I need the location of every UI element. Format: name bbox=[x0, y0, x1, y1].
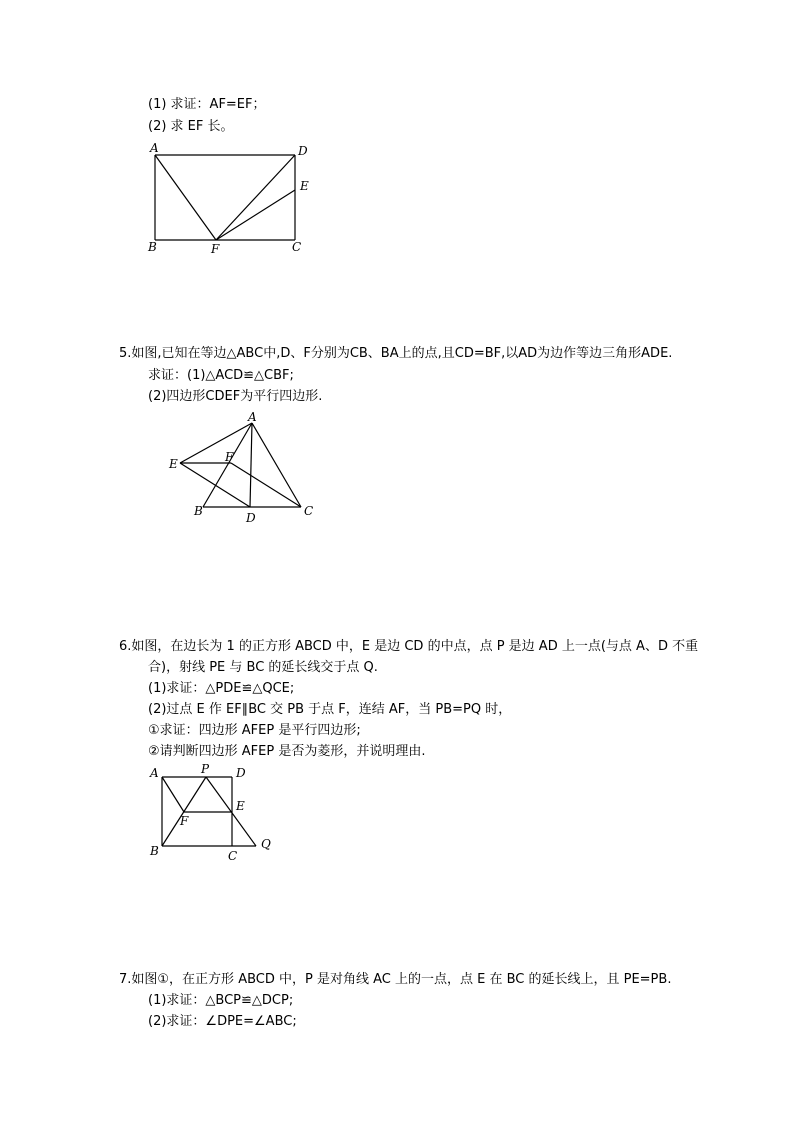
p6-stem-line1: 6.如图，在边长为 1 的正方形 ABCD 中，E 是边 CD 的中点，点 P 是边 AD 上一点(与点 A、D 不重 bbox=[119, 639, 699, 654]
p4-part2: (2) 求 EF 长。 bbox=[148, 119, 234, 134]
p4-part1: (1) 求证：AF=EF； bbox=[148, 97, 266, 112]
p6-label-P: P bbox=[201, 762, 210, 776]
p6-label-D: D bbox=[236, 766, 246, 780]
p4-label-B: B bbox=[148, 240, 157, 254]
p6-label-B: B bbox=[150, 844, 159, 858]
p6-part2-ii: ②请判断四边形 AFEP 是否为菱形，并说明理由. bbox=[148, 744, 426, 759]
p4-label-A: A bbox=[150, 141, 159, 155]
p4-label-C: C bbox=[292, 240, 302, 254]
p6-seg-AF bbox=[162, 777, 184, 812]
p6-part1: (1)求证：△PDE≌△QCE; bbox=[148, 681, 295, 696]
p6-part2: (2)过点 E 作 EF∥BC 交 PB 于点 F，连结 AF，当 PB=PQ 时， bbox=[148, 702, 512, 717]
p6-label-F: F bbox=[180, 814, 189, 828]
p4-label-D: D bbox=[298, 144, 308, 158]
p5-label-F: F bbox=[225, 450, 234, 464]
p7-part1: (1)求证：△BCP≌△DCP; bbox=[148, 993, 294, 1008]
p4-label-F: F bbox=[211, 242, 220, 256]
p6-part2-i: ①求证：四边形 AFEP 是平行四边形; bbox=[148, 723, 361, 738]
p5-stem: 5.如图,已知在等边△ABC中,D、F分别为CB、BA上的点,且CD=BF,以AD为边作等边三角形ADE. bbox=[119, 346, 673, 361]
p5-label-A: A bbox=[248, 410, 257, 424]
p6-label-C: C bbox=[228, 849, 238, 863]
p5-part1: 求证：(1)△ACD≌△CBF; bbox=[148, 368, 294, 383]
p5-label-B: B bbox=[194, 504, 203, 518]
p5-part2: (2)四边形CDEF为平行四边形. bbox=[148, 389, 323, 404]
p7-stem: 7.如图①，在正方形 ABCD 中，P 是对角线 AC 上的一点，点 E 在 BC 的延长线上，且 PE=PB. bbox=[119, 972, 672, 987]
p6-label-E: E bbox=[236, 799, 245, 813]
p5-label-D: D bbox=[246, 511, 256, 525]
p5-label-C: C bbox=[304, 504, 314, 518]
p6-label-Q: Q bbox=[261, 837, 271, 851]
p6-label-A: A bbox=[150, 766, 159, 780]
p6-stem-line2: 合)，射线 PE 与 BC 的延长线交于点 Q. bbox=[148, 660, 378, 675]
p7-part2: (2)求证：∠DPE=∠ABC; bbox=[148, 1014, 297, 1029]
p5-label-E: E bbox=[169, 457, 178, 471]
p4-label-E: E bbox=[300, 179, 309, 193]
